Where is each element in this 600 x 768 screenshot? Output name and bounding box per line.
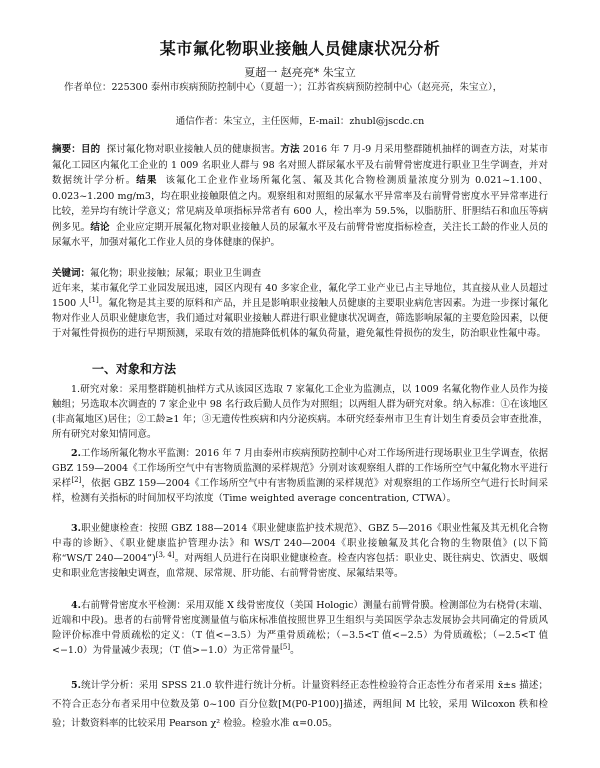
abstract bbox=[52, 142, 548, 251]
citation-ref: [5] bbox=[280, 642, 291, 651]
paragraph-statistics bbox=[52, 676, 548, 733]
paper-title: 某市氟化物职业接触人员健康状况分析 bbox=[159, 39, 441, 58]
p4-text-b: 。 bbox=[290, 645, 300, 656]
intro-text-a: 近年来，某市氟化学工业园发展迅速，园区内现有 40 多家企业，氟化学工业产业已占主导地位，其直接从业人员超过 1500 人 bbox=[52, 283, 548, 309]
item-number: 4. bbox=[71, 600, 81, 611]
keywords-label: 关键词： bbox=[52, 268, 91, 279]
paragraph-bone-density bbox=[52, 598, 548, 658]
intro-text-b: 。氟化物是其主要的原料和产品，并且是影响职业接触人员健康的主要职业病危害因素。为进一步探讨氟化物对作业人员职业健康危害，我们通过对氟职业接触人群进行职业健康状况调查，筛选影响尿氟的主要危险因素，以便于对氟性骨损伤的进行早期预测，采取有效的措施降低机体的氟负荷量，避免氟性骨损伤的发生，防治职业性氟中毒。 bbox=[52, 298, 548, 339]
item-number: 5. bbox=[71, 680, 81, 691]
keywords-text: 氟化物；职业接触；尿氟；职业卫生调查 bbox=[90, 268, 262, 279]
citation-ref: [2] bbox=[71, 475, 82, 484]
abstract-label: 摘要： bbox=[52, 144, 81, 155]
p2-text-b: ，依据 GBZ 159—2004《工作场所空气中有害物质监测的采样规范》对观察组的工作场所空气进行长时间采样，检测有关指标的时间加权平均浓度（Time weighted average concentration, CTWA）。 bbox=[52, 478, 548, 504]
item-number: 2. bbox=[71, 448, 81, 459]
p4-text-a: 右前臂骨密度水平检测：采用双能 X 线骨密度仪（美国 Hologic）测量右前臂骨膜。检测部位为右桡骨(末端、近端和中段)。患者的右前臂骨密度测量值与临床标准值按照世界卫生组织与美国医学杂志发展协会共同确定的骨质风险评价标准中骨质疏松的定义：（T 值<−3.5）为严重骨质疏松；（−3.5<T 值<−2.5）为骨质疏松；（−2.5<T 值<−1.0）为骨量减少表现；（T 值>−1.0）为正常骨量 bbox=[52, 600, 548, 656]
conclusion-text: 企业应定期开展氟化物对职业接触人员的尿氟水平及右前臂骨密度指标检查，关注长工龄的作业人员的尿氟水平，加强对氟化工作业人员的身体健康的保护。 bbox=[52, 221, 548, 248]
p2-text-a: 工作场所氟化物水平监测：2016 年 7 月由泰州市疾病预防控制中心对工作场所进行现场职业卫生学调查，依据 GBZ 159—2004《工作场所空气中有害物质监测的采样规范》分别对该观察组人群的工作场所空气中氟化物水平进行采样 bbox=[52, 448, 548, 489]
mean-sd-symbol: x̄±s bbox=[497, 680, 517, 691]
item-number: 3. bbox=[71, 523, 81, 534]
corresponding-author: 通信作者：朱宝立，主任医师，E-mail：zhubl@jscdc.cn bbox=[175, 116, 425, 127]
keywords bbox=[52, 266, 548, 281]
citation-ref: [3, 4] bbox=[155, 550, 175, 559]
p5-text-b: 描述；不符合正态分布者采用中位数及第 0~100 百分位数[M(P0-P100)]描述，两组间 M 比较，采用 Wilcoxon 秩和检验；计数资料率的比较采用 Pearson χ² 检验。检验水准 α=0.05。 bbox=[52, 680, 548, 729]
introduction bbox=[52, 281, 548, 341]
author-affiliation: 作者单位：225300 泰州市疾病预防控制中心（夏超一）；江苏省疾病预防控制中心（赵亮亮，朱宝立）， bbox=[64, 82, 503, 93]
paragraph-health-check bbox=[52, 521, 548, 581]
p5-text-a: 统计学分析：采用 SPSS 21.0 软件进行统计分析。计量资料经正态性检验符合正态性分布者采用 bbox=[80, 680, 498, 691]
paragraph-study-subjects: 1.研究对象：采用整群随机抽样方式从该园区选取 7 家氟化工企业为监测点，以 1009 名氟化物作业人员作为接触组；另选取本次调查的 7 家企业中 98 名行政后勤人员作为对照组；以两组人群为研究对象。纳入标准：①在该地区(非高氟地区)居住；②工龄≥1 年；③无遗传性疾病和内分泌疾病。本研究经泰州市卫生育计划生育委员会审查批准，所有研究对象知情同意。 bbox=[52, 384, 548, 440]
citation-ref: [1] bbox=[88, 295, 99, 304]
purpose-text: 探讨氟化物对职业接触人员的健康损害。 bbox=[106, 144, 281, 155]
result-text: 该氟化工企业作业场所氟化氢、氟及其化合物检测质量浓度分别为 0.021~1.100、0.023~1.200 mg/m3，均在职业接触限值之内。观察组和对照组的尿氟水平异常率及右前臂骨密度水平异常率进行比较，差异均有统计学意义；常见病及单项指标异常者有 600 人，检出率为 59.5%，以脂肪肝、肝胆结石和血压等病例多见。 bbox=[52, 175, 548, 233]
p3-text-a: 职业健康检查：按照 GBZ 188—2014《职业健康监护技术规范》、GBZ 5—2016《职业性氟及其无机化合物中毒的诊断》、《职业健康监护管理办法》和 WS/T 240—2004《职业接触氟及其化合物的生物限值》(以下简称“WS/T 240—2004”) bbox=[52, 523, 548, 564]
conclusion-label: 结论 bbox=[90, 221, 110, 233]
section-heading: 一、对象和方法 bbox=[92, 362, 177, 376]
purpose-label: 目的 bbox=[80, 144, 101, 155]
method-label: 方法 bbox=[280, 144, 300, 155]
author-list: 夏超一 赵亮亮* 朱宝立 bbox=[244, 66, 356, 79]
method-text: 2016 年 7 月-9 月采用整群随机抽样的调查方法，对某市氟化工园区内氟化工企业的 1 009 名职业人群与 98 名对照人群尿氟水平及右前臂骨密度进行职业卫生学调查，并对数据统计学分析。 bbox=[52, 144, 548, 186]
result-label: 结果 bbox=[136, 175, 158, 186]
paragraph-fluoride-monitoring bbox=[52, 446, 548, 506]
p3-text-b: 。对两组人员进行在岗职业健康检查。检查内容包括：职业史、既往病史、饮酒史、吸烟史和职业危害接触史调查，血常规、尿常规、肝功能、右前臂骨密度、尿氟结果等。 bbox=[52, 553, 548, 579]
